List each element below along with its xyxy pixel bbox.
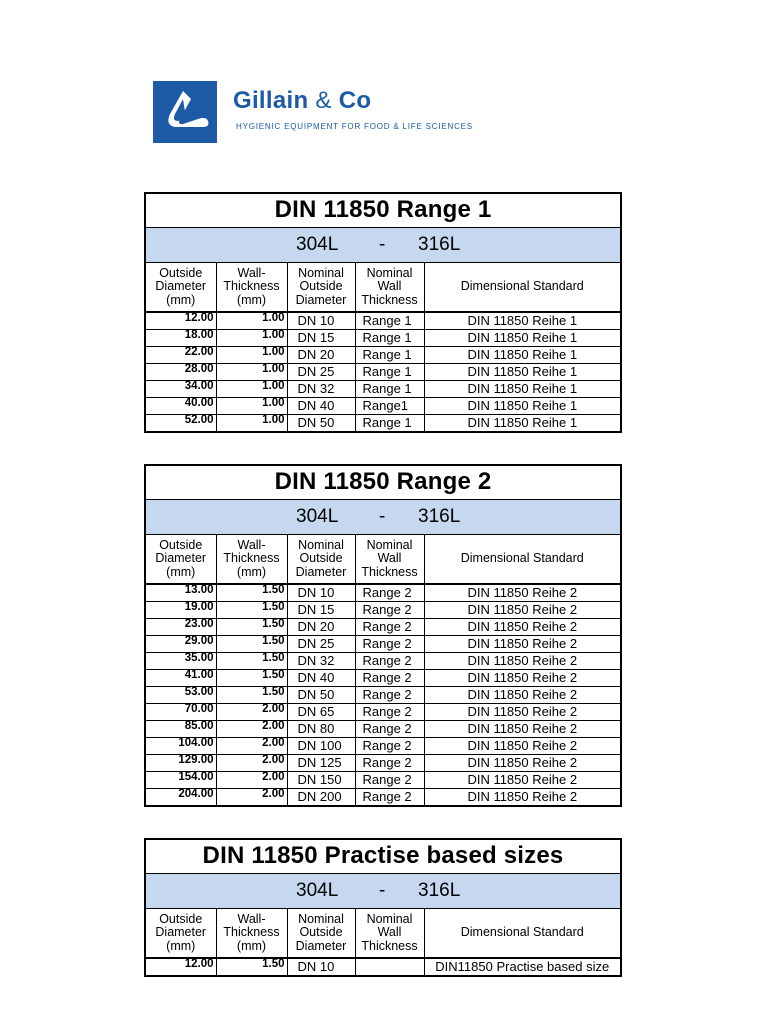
material-bar xyxy=(146,874,620,909)
cell-nominal-wall: Range 1 xyxy=(355,312,424,330)
cell-dimensional-standard: DIN 11850 Reihe 1 xyxy=(424,330,620,347)
spec-table-section xyxy=(144,192,622,433)
cell-nominal-diameter: DN 80 xyxy=(287,721,355,738)
table-row xyxy=(146,738,620,755)
cell-wall-thickness: 1.00 xyxy=(216,398,287,415)
col-outside-diameter: Outside Diameter (mm) xyxy=(146,909,216,958)
brand-ampersand: & xyxy=(315,87,332,114)
col-nominal-wall-thickness: Nominal Wall Thickness xyxy=(355,535,424,584)
cell-outside-diameter: 12.00 xyxy=(146,312,216,330)
col-nominal-wall-thickness: Nominal Wall Thickness xyxy=(355,263,424,312)
table-row xyxy=(146,415,620,432)
cell-nominal-diameter: DN 32 xyxy=(287,653,355,670)
spec-table-section xyxy=(144,838,622,977)
cell-outside-diameter: 52.00 xyxy=(146,415,216,432)
cell-nominal-wall: Range 2 xyxy=(355,619,424,636)
table-row xyxy=(146,704,620,721)
cell-nominal-wall: Range 1 xyxy=(355,381,424,398)
table-row xyxy=(146,347,620,364)
material-b: 316L xyxy=(418,880,461,901)
cell-dimensional-standard: DIN 11850 Reihe 2 xyxy=(424,687,620,704)
table-header-row xyxy=(146,909,620,958)
cell-nominal-wall: Range 2 xyxy=(355,670,424,687)
cell-nominal-diameter: DN 25 xyxy=(287,636,355,653)
cell-nominal-wall: Range 1 xyxy=(355,330,424,347)
cell-nominal-diameter: DN 125 xyxy=(287,755,355,772)
cell-nominal-wall xyxy=(355,958,424,975)
cell-outside-diameter: 19.00 xyxy=(146,602,216,619)
cell-outside-diameter: 35.00 xyxy=(146,653,216,670)
cell-outside-diameter: 12.00 xyxy=(146,958,216,975)
cell-nominal-diameter: DN 150 xyxy=(287,772,355,789)
brand-word: Gillain xyxy=(233,87,309,114)
cell-wall-thickness: 1.00 xyxy=(216,415,287,432)
col-outside-diameter: Outside Diameter (mm) xyxy=(146,263,216,312)
cell-nominal-diameter: DN 15 xyxy=(287,602,355,619)
table-row xyxy=(146,364,620,381)
cell-outside-diameter: 29.00 xyxy=(146,636,216,653)
cell-nominal-wall: Range 2 xyxy=(355,789,424,806)
table-row xyxy=(146,381,620,398)
cell-wall-thickness: 1.50 xyxy=(216,670,287,687)
table-row xyxy=(146,619,620,636)
cell-nominal-wall: Range 2 xyxy=(355,602,424,619)
spec-table xyxy=(146,263,620,431)
cell-nominal-diameter: DN 50 xyxy=(287,415,355,432)
cell-wall-thickness: 1.50 xyxy=(216,636,287,653)
cell-dimensional-standard: DIN 11850 Reihe 2 xyxy=(424,738,620,755)
table-row xyxy=(146,670,620,687)
cell-outside-diameter: 154.00 xyxy=(146,772,216,789)
spec-table xyxy=(146,909,620,975)
material-bar xyxy=(146,228,620,263)
cell-dimensional-standard: DIN 11850 Reihe 2 xyxy=(424,772,620,789)
material-dash: - xyxy=(379,506,386,527)
cell-nominal-wall: Range 2 xyxy=(355,721,424,738)
cell-outside-diameter: 129.00 xyxy=(146,755,216,772)
section-title: DIN 11850 Practise based sizes xyxy=(146,840,620,874)
cell-dimensional-standard: DIN 11850 Reihe 2 xyxy=(424,636,620,653)
brand-tagline: HYGIENIC EQUIPMENT FOR FOOD & LIFE SCIENCES xyxy=(236,122,473,131)
cell-nominal-diameter: DN 10 xyxy=(287,312,355,330)
cell-dimensional-standard: DIN 11850 Reihe 2 xyxy=(424,619,620,636)
cell-outside-diameter: 13.00 xyxy=(146,584,216,602)
table-row xyxy=(146,687,620,704)
cell-wall-thickness: 1.00 xyxy=(216,364,287,381)
cell-nominal-diameter: DN 15 xyxy=(287,330,355,347)
cell-outside-diameter: 104.00 xyxy=(146,738,216,755)
cell-dimensional-standard: DIN 11850 Reihe 1 xyxy=(424,381,620,398)
col-dimensional-standard: Dimensional Standard xyxy=(424,263,620,312)
col-dimensional-standard: Dimensional Standard xyxy=(424,535,620,584)
table-row xyxy=(146,602,620,619)
col-nominal-outside-diameter: Nominal Outside Diameter xyxy=(287,909,355,958)
spec-table xyxy=(146,535,620,805)
table-row xyxy=(146,653,620,670)
material-b: 316L xyxy=(418,234,461,255)
brand-co: Co xyxy=(338,87,372,114)
cell-dimensional-standard: DIN 11850 Reihe 1 xyxy=(424,347,620,364)
material-a: 304L xyxy=(296,234,339,255)
material-b: 316L xyxy=(418,506,461,527)
cell-nominal-wall: Range1 xyxy=(355,398,424,415)
cell-outside-diameter: 41.00 xyxy=(146,670,216,687)
cell-wall-thickness: 2.00 xyxy=(216,789,287,806)
cell-nominal-diameter: DN 100 xyxy=(287,738,355,755)
material-dash: - xyxy=(379,880,386,901)
cell-wall-thickness: 2.00 xyxy=(216,772,287,789)
cell-dimensional-standard: DIN 11850 Reihe 2 xyxy=(424,653,620,670)
cell-nominal-diameter: DN 50 xyxy=(287,687,355,704)
col-wall-thickness: Wall-Thickness (mm) xyxy=(216,909,287,958)
col-wall-thickness: Wall-Thickness (mm) xyxy=(216,263,287,312)
section-title: DIN 11850 Range 2 xyxy=(146,466,620,500)
cell-nominal-diameter: DN 10 xyxy=(287,584,355,602)
table-row xyxy=(146,312,620,330)
section-title: DIN 11850 Range 1 xyxy=(146,194,620,228)
cell-outside-diameter: 18.00 xyxy=(146,330,216,347)
table-header-row xyxy=(146,263,620,312)
cell-wall-thickness: 1.50 xyxy=(216,958,287,975)
cell-outside-diameter: 23.00 xyxy=(146,619,216,636)
table-row xyxy=(146,721,620,738)
cell-nominal-wall: Range 1 xyxy=(355,347,424,364)
cell-nominal-diameter: DN 20 xyxy=(287,619,355,636)
cell-nominal-wall: Range 2 xyxy=(355,687,424,704)
cell-nominal-wall: Range 2 xyxy=(355,636,424,653)
cell-wall-thickness: 1.00 xyxy=(216,347,287,364)
cell-nominal-wall: Range 2 xyxy=(355,738,424,755)
cell-dimensional-standard: DIN 11850 Reihe 2 xyxy=(467,585,578,600)
spec-table-section xyxy=(144,464,622,807)
cell-nominal-wall: Range 2 xyxy=(355,755,424,772)
cell-dimensional-standard: DIN 11850 Reihe 2 xyxy=(424,789,620,806)
cell-nominal-diameter: DN 10 xyxy=(287,958,355,975)
material-a: 304L xyxy=(296,880,339,901)
cell-dimensional-standard: DIN 11850 Reihe 2 xyxy=(424,670,620,687)
table-row xyxy=(146,958,620,975)
cell-wall-thickness: 2.00 xyxy=(216,738,287,755)
col-wall-thickness: Wall-Thickness (mm) xyxy=(216,535,287,584)
cell-wall-thickness: 1.00 xyxy=(216,330,287,347)
cell-nominal-wall: Range 2 xyxy=(355,772,424,789)
cell-wall-thickness: 1.00 xyxy=(216,312,287,330)
cell-outside-diameter: 85.00 xyxy=(146,721,216,738)
company-logo xyxy=(153,81,473,143)
cell-outside-diameter: 40.00 xyxy=(146,398,216,415)
cell-nominal-diameter: DN 40 xyxy=(287,670,355,687)
cell-nominal-diameter: DN 200 xyxy=(287,789,355,806)
cell-nominal-wall: Range 1 xyxy=(355,364,424,381)
cell-wall-thickness: 2.00 xyxy=(216,704,287,721)
cell-nominal-wall: Range 2 xyxy=(355,653,424,670)
cell-nominal-diameter: DN 40 xyxy=(287,398,355,415)
col-dimensional-standard: Dimensional Standard xyxy=(424,909,620,958)
col-nominal-outside-diameter: Nominal Outside Diameter xyxy=(287,263,355,312)
cell-outside-diameter: 204.00 xyxy=(146,789,216,806)
cell-dimensional-standard: DIN 11850 Reihe 2 xyxy=(424,704,620,721)
cell-outside-diameter: 70.00 xyxy=(146,704,216,721)
cell-dimensional-standard: DIN11850 Practise based size xyxy=(435,959,610,974)
cell-wall-thickness: 1.50 xyxy=(216,653,287,670)
table-row xyxy=(146,636,620,653)
cell-nominal-diameter: DN 32 xyxy=(287,381,355,398)
cell-nominal-wall: Range 1 xyxy=(355,415,424,432)
cell-dimensional-standard: DIN 11850 Reihe 1 xyxy=(424,415,620,432)
table-header-row xyxy=(146,535,620,584)
cell-wall-thickness: 1.00 xyxy=(216,381,287,398)
cell-wall-thickness: 2.00 xyxy=(216,721,287,738)
cell-nominal-diameter: DN 25 xyxy=(287,364,355,381)
cell-nominal-wall: Range 2 xyxy=(355,584,424,602)
cell-outside-diameter: 53.00 xyxy=(146,687,216,704)
table-row xyxy=(146,772,620,789)
cell-outside-diameter: 28.00 xyxy=(146,364,216,381)
table-row xyxy=(146,789,620,806)
table-row xyxy=(146,398,620,415)
cell-dimensional-standard: DIN 11850 Reihe 2 xyxy=(424,755,620,772)
cell-nominal-diameter: DN 65 xyxy=(287,704,355,721)
cell-nominal-wall: Range 2 xyxy=(355,704,424,721)
cell-dimensional-standard: DIN 11850 Reihe 1 xyxy=(467,313,578,328)
table-row xyxy=(146,755,620,772)
col-nominal-wall-thickness: Nominal Wall Thickness xyxy=(355,909,424,958)
table-row xyxy=(146,584,620,602)
material-bar xyxy=(146,500,620,535)
cell-dimensional-standard: DIN 11850 Reihe 1 xyxy=(424,398,620,415)
cell-wall-thickness: 1.50 xyxy=(216,602,287,619)
material-dash: - xyxy=(379,234,386,255)
col-nominal-outside-diameter: Nominal Outside Diameter xyxy=(287,535,355,584)
brand-name xyxy=(233,87,371,115)
cell-outside-diameter: 22.00 xyxy=(146,347,216,364)
cell-dimensional-standard: DIN 11850 Reihe 2 xyxy=(424,602,620,619)
cell-wall-thickness: 1.50 xyxy=(216,687,287,704)
cell-outside-diameter: 34.00 xyxy=(146,381,216,398)
cell-wall-thickness: 1.50 xyxy=(216,584,287,602)
material-a: 304L xyxy=(296,506,339,527)
cell-nominal-diameter: DN 20 xyxy=(287,347,355,364)
logo-mark-icon xyxy=(153,81,217,143)
col-outside-diameter: Outside Diameter (mm) xyxy=(146,535,216,584)
table-row xyxy=(146,330,620,347)
cell-wall-thickness: 2.00 xyxy=(216,755,287,772)
cell-dimensional-standard: DIN 11850 Reihe 2 xyxy=(424,721,620,738)
cell-dimensional-standard: DIN 11850 Reihe 1 xyxy=(424,364,620,381)
cell-wall-thickness: 1.50 xyxy=(216,619,287,636)
